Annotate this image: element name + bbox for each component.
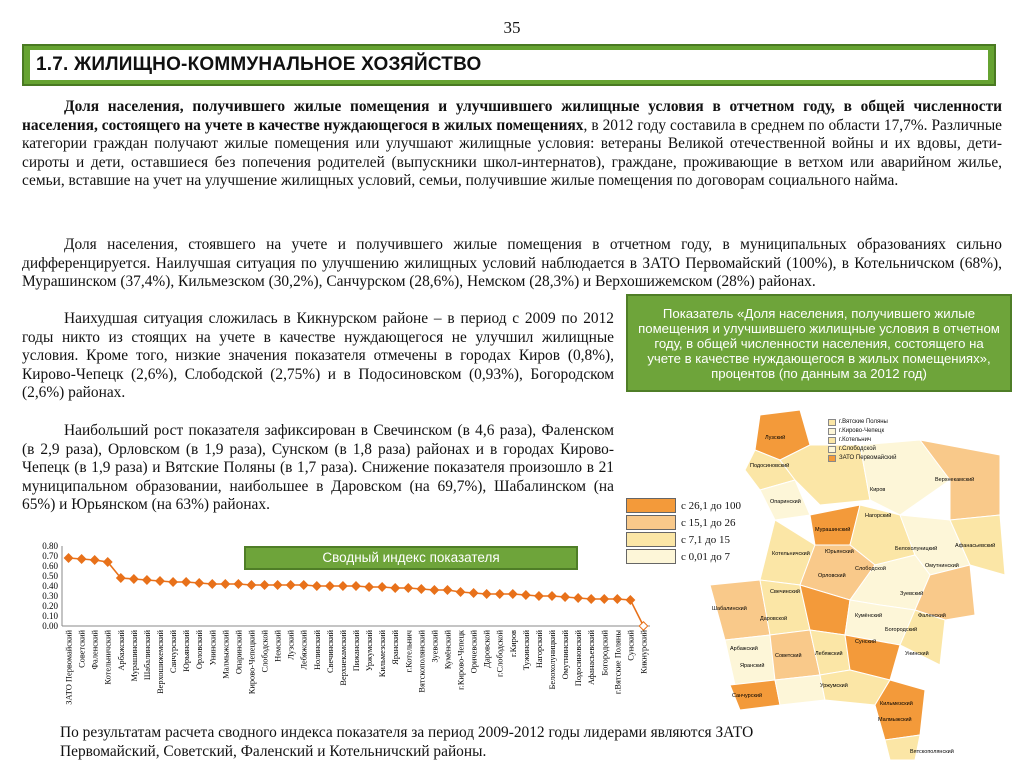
data-point xyxy=(352,582,360,590)
x-tick-label: Кирово-Чепецкий xyxy=(247,630,257,695)
x-tick-label: Тужинский xyxy=(521,630,531,671)
x-tick-label: Арбажский xyxy=(116,630,126,671)
y-tick-label: 0.40 xyxy=(42,581,58,591)
map-label: Санчурский xyxy=(732,693,763,699)
x-tick-label: Кикнурский xyxy=(639,630,649,674)
x-tick-label: Уржумский xyxy=(365,630,375,672)
x-tick-label: Белохолуницкий xyxy=(548,630,557,690)
legend-swatch xyxy=(626,515,676,530)
map-label: Киров xyxy=(870,487,886,493)
y-tick-label: 0.50 xyxy=(42,571,58,581)
map-label: Сунский xyxy=(855,639,877,645)
x-tick-label: Кильмезский xyxy=(378,630,388,678)
map-label: Котельничский xyxy=(772,551,810,557)
data-point xyxy=(522,591,530,599)
data-point xyxy=(626,596,634,604)
map-label: Кумёнский xyxy=(855,613,883,619)
summary-index-label: Сводный индекс показателя xyxy=(244,546,578,570)
map-legend-row xyxy=(828,427,896,436)
paragraph-1 xyxy=(22,98,1002,191)
legend-label: с 15,1 до 26 xyxy=(681,516,736,529)
x-tick-label: Пижанский xyxy=(352,630,361,672)
map-label: Советский xyxy=(775,653,802,659)
x-tick-label: Слободской xyxy=(260,630,270,673)
x-tick-label: Юрьянский xyxy=(182,630,192,672)
x-tick-label: Зуевский xyxy=(430,630,440,663)
x-tick-label: г.Кирово-Чепецк xyxy=(456,630,466,690)
map-label: Даровской xyxy=(760,616,788,622)
map-label: Уржумский xyxy=(820,683,848,689)
data-point xyxy=(600,595,608,603)
paragraph-2: Доля населения, стоявшего на учете и получившего жилые помещения в отчетном году, в муниципальных образованиях сильно дифференцируется. Наилучшая ситуация по улучшению жилищных условий наблюдается в ЗАТО Первомайский (100%), в Котельничском (68%), Мурашинском (37,4%), Кильмезском (30,2%), Санчурском (28,6%), Немском (28,3%) и Верхошижемском (28%) районах. xyxy=(22,236,1002,291)
data-point xyxy=(495,590,503,598)
map-legend-swatch xyxy=(828,446,836,453)
map-legend-label: ЗАТО Первомайский xyxy=(839,455,897,461)
x-tick-label: г.Киров xyxy=(508,630,518,657)
map-label: Вятскополянский xyxy=(910,749,954,755)
data-point xyxy=(234,580,242,588)
x-tick-label: Шабалинский xyxy=(142,630,152,681)
map-legend-label: г.Вятские Поляны xyxy=(839,419,888,425)
x-tick-label: Подосиновский xyxy=(574,630,584,687)
summary-index-chart xyxy=(30,540,660,725)
y-tick-label: 0.80 xyxy=(42,541,58,551)
data-point xyxy=(260,581,268,589)
data-point xyxy=(391,584,399,592)
map-label: Опаринский xyxy=(770,499,801,505)
data-point xyxy=(156,577,164,585)
map-label: Шабалинский xyxy=(712,606,747,612)
data-point xyxy=(535,592,543,600)
legend-label: с 7,1 до 15 xyxy=(681,533,730,546)
x-tick-label: Верхнекамский xyxy=(338,630,348,686)
data-point xyxy=(169,578,177,586)
map-label: Малмыжский xyxy=(878,717,912,723)
map-legend-label: г.Слободской xyxy=(839,446,876,452)
y-tick-label: 0.30 xyxy=(42,591,58,601)
x-tick-label: Санчурский xyxy=(169,630,179,674)
data-point xyxy=(313,582,321,590)
map-label: Верхнекамский xyxy=(935,477,975,483)
x-tick-label: Немский xyxy=(273,630,283,662)
conclusion-paragraph: По результатам расчета сводного индекса показателя за период 2009-2012 годы лидерами являются ЗАТО Первомайский, Советский, Фаленский и Котельничский районы. xyxy=(60,724,754,760)
x-tick-label: Фаленский xyxy=(90,630,100,670)
data-point xyxy=(77,555,85,563)
x-tick-label: Вятскополянский xyxy=(417,630,427,693)
data-point xyxy=(221,580,229,588)
x-tick-label: Афанасьевский xyxy=(587,630,597,685)
x-tick-label: Нолинский xyxy=(312,630,322,671)
section-title: 1.7. ЖИЛИЩНО-КОММУНАЛЬНОЕ ХОЗЯЙСТВО xyxy=(36,54,482,75)
data-point xyxy=(417,585,425,593)
y-tick-label: 0.00 xyxy=(42,621,58,631)
legend-swatch xyxy=(626,498,676,513)
x-tick-label: Малмыжский xyxy=(221,630,231,679)
map-legend-row xyxy=(828,454,896,463)
map-legend-swatch xyxy=(828,419,836,426)
map-legend-swatch xyxy=(828,455,836,462)
map-label: Подосиновский xyxy=(750,463,790,469)
x-tick-label: Богородский xyxy=(600,630,610,676)
legend-label: с 0,01 до 7 xyxy=(681,550,730,563)
x-tick-label: Омутнинский xyxy=(561,630,571,680)
data-point xyxy=(456,588,464,596)
data-point xyxy=(339,582,347,590)
map-legend-row xyxy=(828,418,896,427)
section-header xyxy=(22,44,996,86)
data-point xyxy=(90,556,98,564)
data-point xyxy=(430,586,438,594)
y-tick-label: 0.10 xyxy=(42,611,58,621)
x-tick-label: Кумёнский xyxy=(443,630,453,670)
map-label: Богородский xyxy=(885,627,918,633)
data-point xyxy=(404,584,412,592)
indicator-callout xyxy=(626,294,1012,392)
map-label: Кильмезский xyxy=(880,701,913,707)
data-point xyxy=(208,580,216,588)
data-point xyxy=(299,581,307,589)
data-point xyxy=(639,622,647,630)
data-point xyxy=(273,581,281,589)
data-point xyxy=(378,583,386,591)
map-label: Слободской xyxy=(855,566,886,572)
legend-label: с 26,1 до 100 xyxy=(681,499,741,512)
page-number: 35 xyxy=(503,18,521,37)
x-tick-label: Советский xyxy=(77,630,87,668)
x-tick-label: Лебяжский xyxy=(299,630,309,670)
x-tick-label: Даровской xyxy=(482,630,492,668)
map-region xyxy=(725,635,775,685)
data-point xyxy=(587,595,595,603)
map-legend-label: г.Котельнич xyxy=(839,437,872,443)
x-tick-label: Мурашинский xyxy=(129,630,139,682)
x-tick-label: Унинский xyxy=(208,630,218,666)
map-legend-row xyxy=(828,436,896,445)
data-point xyxy=(482,590,490,598)
map-label: Зуевский xyxy=(900,591,924,597)
map-label: Афанасьевский xyxy=(955,543,996,549)
data-point xyxy=(443,586,451,594)
x-tick-label: Оричевский xyxy=(469,630,479,674)
data-point xyxy=(326,582,334,590)
map-label: Белохолуницкий xyxy=(895,546,938,552)
map-label: Свечинский xyxy=(770,589,800,595)
series-line xyxy=(69,558,644,626)
map-label: Яранский xyxy=(740,663,765,669)
map-region xyxy=(775,675,825,705)
paragraph-3: Наихудшая ситуация сложилась в Кикнурском районе – в период с 2009 по 2012 годы никто из стоящих на учете в качестве нуждающегося не улучшил жилищные условия. Кроме того, низкие значения показателя отмечены в городах Киров (0,8%), Кирово-Чепецк (2,6%), Слободской (2,75%) и в Подосиновском (0,93%), Богородском (2,6%) районах. xyxy=(22,310,614,402)
paragraph-1-bold: Доля населения, получившего жилые помещения и улучшившего жилищные условия в отчетном году, в общей численности населения, состоящего на учете в качестве нуждающегося в жилых помещениях xyxy=(22,98,1002,134)
y-tick-label: 0.20 xyxy=(42,601,58,611)
data-point xyxy=(143,576,151,584)
x-tick-label: Нагорский xyxy=(534,630,544,669)
indicator-callout-text: Показатель «Доля населения, получившего жилые помещения и улучшившего жилищные условия в отчетном году, в общей численности населения, состоящего на учете в качестве нуждающегося в жилых помещениях», процентов (по данным за 2012 год) xyxy=(638,305,1000,381)
data-point xyxy=(469,589,477,597)
x-tick-label: ЗАТО Первомайский xyxy=(64,630,74,705)
x-tick-label: г.Котельнич xyxy=(404,630,414,673)
map-city-legend xyxy=(828,418,896,463)
x-tick-label: Котельничский xyxy=(103,630,113,685)
data-point xyxy=(548,592,556,600)
data-point xyxy=(130,575,138,583)
data-point xyxy=(195,579,203,587)
map-region xyxy=(885,735,920,760)
map-label: Унинский xyxy=(905,651,929,657)
x-tick-label: Лузский xyxy=(286,630,296,660)
x-tick-label: Опаринский xyxy=(234,630,244,675)
paragraph-1-rest: , в 2012 году составила в среднем по области 17,7%. Различные категории граждан получают жилые помещения или улучшают жилищные условия: ветераны Великой отечественной войны и их вдовы, дети-сироты и дети, оставшиеся без попечения родителей (выпускники школ-интернатов), граждане, проживающие в ветхом или аварийном жилье, семьи, вставшие на учет на улучшение жилищных условий, семьи, получившие жилые помещения по договорам социального найма. xyxy=(22,116,1002,190)
map-label: Лебяжский xyxy=(815,651,843,657)
y-tick-label: 0.60 xyxy=(42,561,58,571)
x-tick-label: г.Слободской xyxy=(495,630,505,678)
map-label: Арбажский xyxy=(730,646,758,652)
data-point xyxy=(509,590,517,598)
data-point xyxy=(613,595,621,603)
map-label: Лузский xyxy=(765,435,786,441)
x-tick-label: Верхошижемский xyxy=(156,630,165,694)
map-legend-swatch xyxy=(828,428,836,435)
map-label: Орловский xyxy=(818,573,846,579)
data-point xyxy=(247,581,255,589)
map-label: Мурашинский xyxy=(815,527,851,533)
x-tick-label: Сунский xyxy=(626,630,636,661)
y-tick-label: 0.70 xyxy=(42,551,58,561)
map-label: Фаленский xyxy=(918,613,946,619)
data-point xyxy=(64,554,72,562)
map-label: Юрьянский xyxy=(825,549,854,555)
map-label: Нагорский xyxy=(865,513,892,519)
map-label: Омутнинский xyxy=(925,563,959,569)
paragraph-4: Наибольший рост показателя зафиксирован в Свечинском (в 4,6 раза), Фаленском (в 2,9 раза), Орловском (в 1,9 раза), Сунском (в 1,8 раза) районах и в городах Кирово-Чепецк (в 1,9 раза) и Вятские Поляны (в 1,7 раза). Снижение показателя произошло в 21 муниципальном образовании, наибольшее в Даровском (на 69,7%), Шабалинском (на 65%) и Юрьянском (на 63%) районах. xyxy=(22,422,614,514)
section-header-inner xyxy=(30,50,988,80)
x-tick-label: Свечинский xyxy=(325,630,335,673)
data-point xyxy=(286,581,294,589)
data-point xyxy=(182,578,190,586)
map-legend-label: г.Кирово-Чепецк xyxy=(839,428,885,434)
x-tick-label: Яранский xyxy=(391,630,401,665)
data-point xyxy=(574,594,582,602)
x-tick-label: Орловский xyxy=(195,630,205,670)
map-legend-row xyxy=(828,445,896,454)
x-tick-label: г.Вятские Поляны xyxy=(613,630,623,695)
map-legend-swatch xyxy=(828,437,836,444)
data-point xyxy=(365,583,373,591)
data-point xyxy=(561,593,569,601)
